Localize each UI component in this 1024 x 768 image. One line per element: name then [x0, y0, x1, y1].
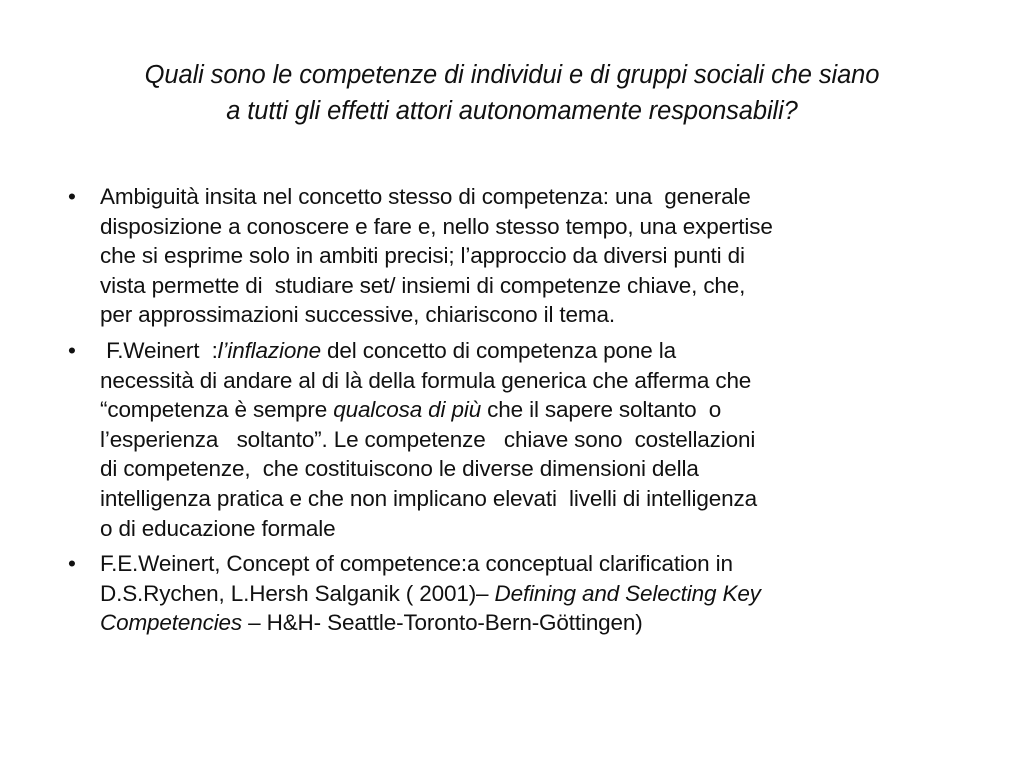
bullet-text-line: Ambiguità insita nel concetto stesso di competenza: una generale: [100, 184, 751, 209]
bullet-text-line: vista permette di studiare set/ insiemi di competenze chiave, che,: [100, 272, 746, 298]
bullet-text-line: [100, 336, 966, 366]
slide-title: [40, 57, 984, 129]
text-segment: – H&H- Seattle-Toronto-Bern-Göttingen): [242, 610, 643, 636]
title-line-2: a tutti gli effetti attori autonomamente responsabili?: [226, 97, 798, 125]
bullet-text-line: necessità di andare al di là della formula generica che afferma che: [100, 367, 752, 393]
bullet-text-line: di competenze, che costituiscono le diverse dimensioni della: [100, 456, 699, 482]
emphasis-text: qualcosa di più: [333, 397, 482, 423]
bullet-list: [66, 182, 966, 644]
text-segment: F.Weinert :: [100, 337, 218, 363]
bullet-text-line: [100, 579, 966, 609]
bullet-text-line: [100, 608, 966, 638]
bullet-item-ambiguity: [66, 182, 966, 330]
bullet-text-line: intelligenza pratica e che non implicano elevati livelli di intelligenza: [100, 485, 757, 511]
emphasis-text: l’inflazione: [217, 337, 321, 363]
title-line-1: Quali sono le competenze di individui e di gruppi sociali che siano: [144, 61, 880, 89]
text-segment: D.S.Rychen, L.Hersh Salganik ( 2001)–: [100, 580, 495, 606]
bullet-text-line: o di educazione formale: [100, 515, 336, 541]
text-segment: che il sapere soltanto o: [481, 397, 722, 423]
bullet-text-line: l’esperienza soltanto”. Le competenze chiave sono costellazioni: [100, 426, 756, 452]
bullet-icon: •: [68, 551, 76, 577]
bullet-text-line: per approssimazioni successive, chiariscono il tema.: [100, 302, 615, 328]
bullet-text-line: che si esprime solo in ambiti precisi; l’approccio da diversi punti di: [100, 243, 745, 269]
bullet-icon: •: [68, 184, 76, 209]
book-title-text: Competencies: [100, 610, 243, 636]
bullet-icon: •: [68, 337, 76, 363]
bullet-text-line: disposizione a conoscere e fare e, nello stesso tempo, una expertise: [100, 213, 773, 239]
bullet-item-reference: [66, 549, 966, 638]
text-segment: del concetto di competenza pone la: [320, 337, 676, 363]
bullet-text-line: [100, 395, 966, 425]
bullet-text-line: F.E.Weinert, Concept of competence:a conceptual clarification in: [100, 551, 733, 577]
bullet-item-weinert: [66, 336, 966, 543]
text-segment: “competenza è sempre: [100, 397, 334, 423]
book-title-text: Defining and Selecting Key: [494, 580, 761, 606]
